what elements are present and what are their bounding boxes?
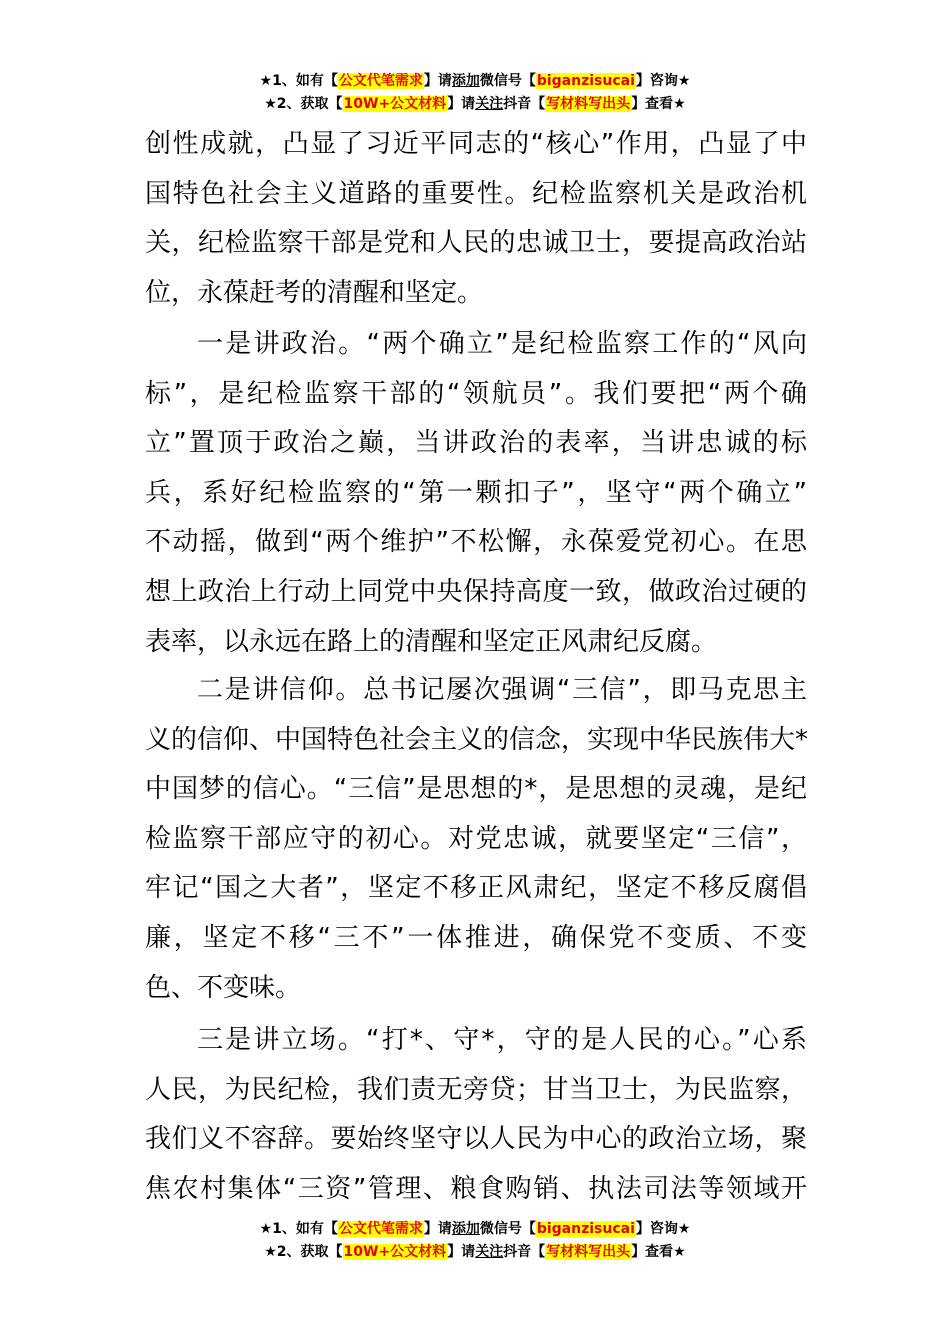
banner-text: 】咨询★: [635, 1221, 691, 1237]
highlight-wechat-id: biganzisucai: [536, 1221, 635, 1237]
banner-text: ★2、获取【: [264, 1244, 343, 1260]
banner-text: ★1、如有【: [259, 73, 338, 89]
text-line: 不动摇，做到“两个维护”不松懈，永葆爱党初心。在思: [145, 527, 807, 558]
banner-text: 】查看★: [631, 96, 686, 112]
text-line: 中国梦的信心。“三信”是思想的*，是思想的灵魂，是纪: [145, 774, 807, 805]
banner-text: 微信号【: [479, 1221, 536, 1237]
text-line: 想上政治上行动上同党中央保持高度一致，做政治过硬的: [145, 576, 807, 607]
highlight-materials: 10W+公文材料: [343, 1244, 447, 1260]
highlight-ghostwriting: 公文代笔需求: [338, 1221, 423, 1237]
text-line: 我们义不容辞。要始终坚守以人民为中心的政治立场，聚: [145, 1124, 807, 1155]
banner-text: 关注: [475, 1244, 504, 1260]
text-line: 立”置顶于政治之巅，当讲政治的表率，当讲忠诚的标: [145, 428, 807, 459]
banner-text: 微信号【: [479, 73, 536, 89]
highlight-douyin: 写材料写出头: [546, 96, 631, 112]
text-line: 二是讲信仰。总书记屡次强调“三信”，即马克思主: [197, 675, 807, 705]
banner-line-1: [0, 70, 950, 93]
highlight-wechat-id: biganzisucai: [536, 73, 635, 89]
banner-text: 抖音【: [503, 1244, 546, 1260]
footer-banner: [0, 1218, 950, 1264]
text-line: 关，纪检监察干部是党和人民的忠诚卫士，要提高政治站: [145, 228, 807, 259]
banner-text: 抖音【: [503, 96, 546, 112]
banner-line-2: [0, 93, 950, 116]
text-line: 表率，以永远在路上的清醒和坚定正风肃纪反腐。: [145, 626, 718, 657]
paragraph-politics: [145, 320, 807, 667]
banner-line-1: [0, 1218, 950, 1241]
text-line: 焦农村集体“三资”管理、粮食购销、执法司法等领域开: [145, 1173, 807, 1204]
banner-text: 】请: [447, 96, 476, 112]
banner-text: 】请: [447, 1244, 476, 1260]
highlight-materials: 10W+公文材料: [343, 96, 447, 112]
paragraph-belief: [145, 666, 807, 1013]
text-line: 一是讲政治。“两个确立”是纪检监察工作的“风向: [197, 329, 807, 359]
banner-text: ★2、获取【: [264, 96, 343, 112]
banner-text: 】咨询★: [635, 73, 691, 89]
text-line: 标”，是纪检监察干部的“领航员”。我们要把“两个确: [145, 378, 807, 409]
text-line: 牢记“国之大者”，坚定不移正风肃纪，坚定不移反腐倡: [145, 873, 807, 904]
paragraph-stance: [145, 1016, 807, 1214]
text-line: 廉，坚定不移“三不”一体推进，确保党不变质、不变: [145, 922, 807, 953]
banner-text: ★1、如有【: [259, 1221, 338, 1237]
text-line: 检监察干部应守的初心。对党忠诚，就要坚定“三信”，: [145, 823, 807, 854]
banner-text: 】查看★: [631, 1244, 686, 1260]
text-line: 人民，为民纪检，我们责无旁贷；甘当卫士，为民监察，: [145, 1074, 807, 1105]
text-line: 义的信仰、中国特色社会主义的信念，实现中华民族伟大*: [145, 724, 809, 755]
banner-text: 添加: [451, 73, 480, 89]
banner-text: 】请: [423, 73, 452, 89]
banner-text: 添加: [451, 1221, 480, 1237]
text-line: 色、不变味。: [145, 972, 302, 1003]
paragraph-continuation: [145, 120, 807, 318]
header-banner: [0, 70, 950, 116]
banner-text: 关注: [475, 96, 504, 112]
highlight-douyin: 写材料写出头: [546, 1244, 631, 1260]
highlight-ghostwriting: 公文代笔需求: [338, 73, 423, 89]
text-line: 国特色社会主义道路的重要性。纪检监察机关是政治机: [145, 178, 807, 209]
banner-line-2: [0, 1241, 950, 1264]
text-line: 三是讲立场。“打*、守*，守的是人民的心。”心系: [197, 1025, 807, 1055]
text-line: 位，永葆赶考的清醒和坚定。: [145, 277, 484, 308]
banner-text: 】请: [423, 1221, 452, 1237]
text-line: 兵，系好纪检监察的“第一颗扣子”，坚守“两个确立”: [145, 477, 807, 508]
text-line: 创性成就，凸显了习近平同志的“核心”作用，凸显了中: [145, 129, 807, 159]
